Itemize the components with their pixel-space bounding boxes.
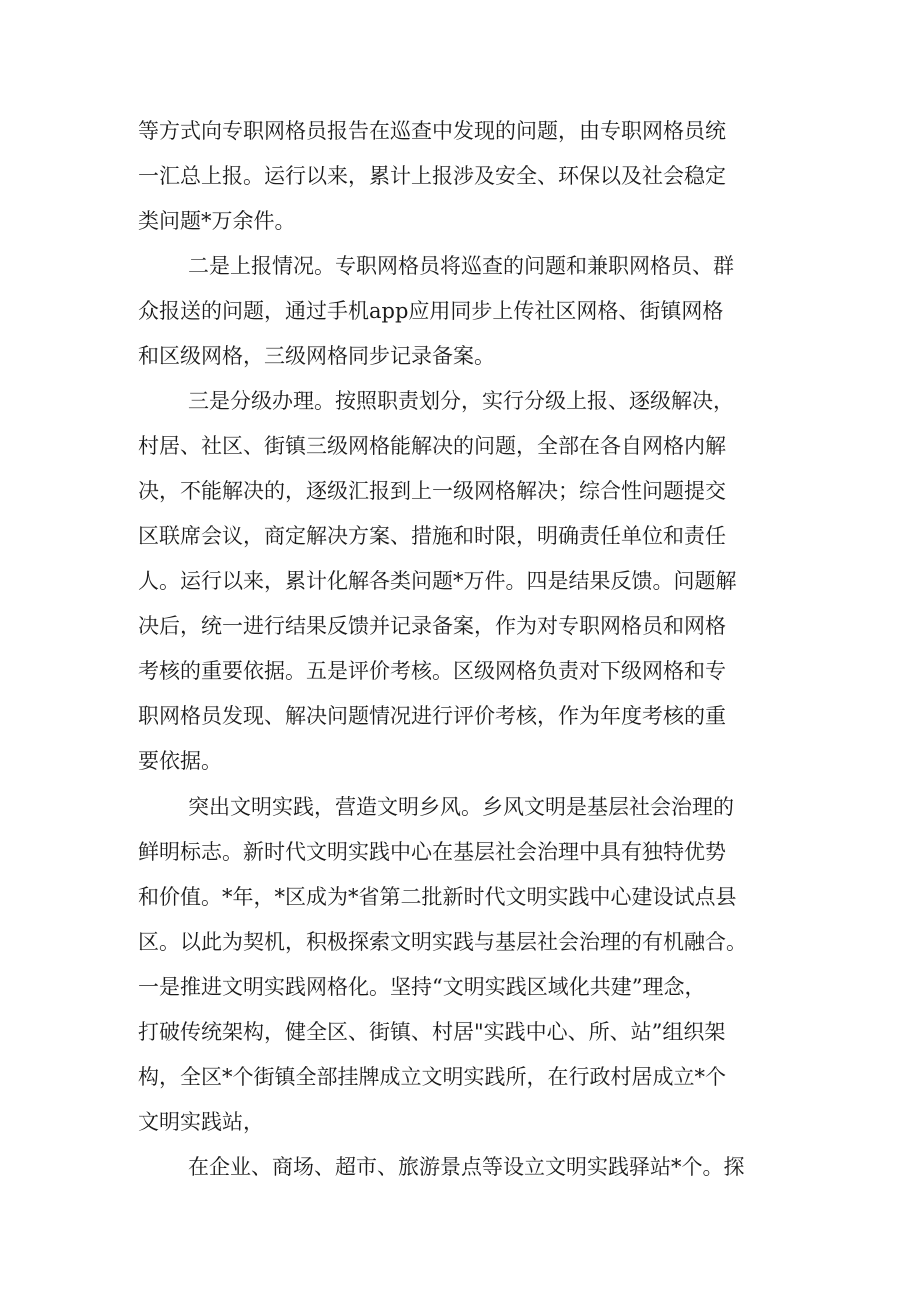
text-line: 区联席会议，商定解决方案、措施和时限，明确责任单位和责任 — [138, 524, 726, 548]
text-line: 构，全区*个街镇全部挂牌成立文明实践所，在行政村居成立*个 — [138, 1065, 726, 1089]
text-line: 三是分级办理。按照职责划分，实行分级上报、逐级解决， — [188, 389, 734, 413]
text-line: 众报送的问题，通过手机app应用同步上传社区网格、街镇网格 — [138, 299, 724, 323]
text-line: 二是上报情况。专职网格员将巡查的问题和兼职网格员、群 — [188, 254, 734, 278]
text-line: 决后，统一进行结果反馈并记录备案，作为对专职网格员和网格 — [138, 614, 726, 638]
text-line: 考核的重要依据。五是评价考核。区级网格负责对下级网格和专 — [138, 659, 726, 683]
text-line: 等方式向专职网格员报告在巡查中发现的问题，由专职网格员统 — [138, 119, 726, 143]
text-line: 职网格员发现、解决问题情况进行评价考核，作为年度考核的重 — [138, 704, 726, 728]
text-line: 区。以此为契机，积极探索文明实践与基层社会治理的有机融合。 — [138, 930, 747, 954]
text-line: 和区级网格，三级网格同步记录备案。 — [138, 344, 495, 368]
text-line: 要依据。 — [138, 749, 222, 773]
text-line: 在企业、商场、超市、旅游景点等设立文明实践驿站*个。探 — [188, 1155, 745, 1179]
text-line: 和价值。*年，*区成为*省第二批新时代文明实践中心建设试点县 — [138, 885, 737, 909]
text-line: 文明实践站， — [138, 1110, 264, 1134]
text-line: 鲜明标志。新时代文明实践中心在基层社会治理中具有独特优势 — [138, 840, 726, 864]
text-line: 人。运行以来，累计化解各类问题*万件。四是结果反馈。问题解 — [138, 569, 737, 593]
text-line: 一是推进文明实践网格化。坚持“文明实践区域化共建”理念， — [138, 975, 706, 999]
text-line: 突出文明实践，营造文明乡风。乡风文明是基层社会治理的 — [188, 795, 734, 819]
text-line: 类问题*万余件。 — [138, 209, 296, 233]
text-line: 打破传统架构，健全区、街镇、村居"实践中心、所、站”组织架 — [138, 1020, 726, 1044]
text-line: 一汇总上报。运行以来，累计上报涉及安全、环保以及社会稳定 — [138, 164, 726, 188]
text-line: 决，不能解决的，逐级汇报到上一级网格解决；综合性问题提交 — [138, 479, 726, 503]
text-line: 村居、社区、街镇三级网格能解决的问题，全部在各自网格内解 — [138, 434, 726, 458]
